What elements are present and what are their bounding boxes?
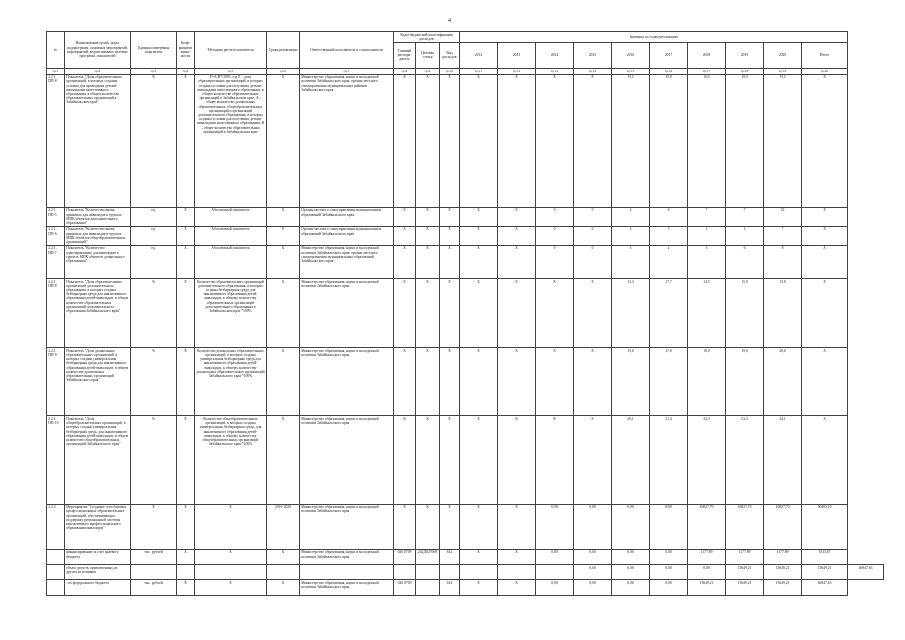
table-row — [47, 580, 884, 596]
table-row — [47, 564, 884, 579]
row-year-value: 0 — [536, 245, 574, 278]
row-coef: Х — [177, 549, 195, 564]
row-year-value: Х — [460, 416, 498, 504]
row-number: 2.2.1. ПП-8 — [47, 278, 65, 347]
row-year-value: Х — [536, 74, 574, 207]
row-period: Х — [267, 348, 300, 416]
row-year-value: 20,1 — [612, 416, 650, 504]
row-responsible: Министерство образования, науки и молодежной политики Забайкальского края; органы местного самоуправления муниципальных образований Забайкальского края — [300, 245, 394, 278]
row-year-value: Х — [460, 207, 498, 226]
row-period: Х — [267, 226, 300, 245]
row-year-value: Х — [498, 580, 536, 596]
row-year-value: Х — [460, 245, 498, 278]
row-year-value: Х — [536, 348, 574, 416]
row-main-admin: Х — [394, 348, 416, 416]
row-year-value: 33 — [764, 207, 802, 226]
row-main-admin: Х — [394, 416, 416, 504]
column-number: гр.17 — [688, 68, 726, 74]
table-row — [47, 74, 884, 207]
column-number: гр.15 — [612, 68, 650, 74]
row-unit: % — [131, 74, 177, 207]
header-year: 2012 — [460, 42, 498, 68]
row-number: 2.2.2. — [47, 504, 65, 549]
row-name: финансирование за счет краевого бюджета — [65, 549, 131, 564]
row-total: Х — [802, 348, 848, 416]
row-target-item: Х — [416, 504, 440, 549]
row-year-value: 0,00 — [650, 564, 688, 579]
row-main-admin: 026 0709 — [394, 580, 416, 596]
row-method: Х — [195, 504, 267, 549]
header-year: 2018 — [688, 42, 726, 68]
row-year-value: Х — [460, 278, 498, 347]
row-year-value: 1177,89 — [726, 549, 764, 564]
row-coef: Х — [177, 226, 195, 245]
row-coef: Х — [177, 416, 195, 504]
row-target-item — [416, 580, 440, 596]
row-number — [47, 564, 65, 579]
row-responsible — [300, 564, 394, 579]
row-year-value — [460, 564, 498, 579]
row-year-value: 6 — [650, 207, 688, 226]
row-year-value: 0,00 — [612, 504, 650, 549]
row-year-value: Х — [536, 416, 574, 504]
row-expense-type: Х — [440, 348, 460, 416]
row-year-value: Х — [460, 580, 498, 596]
row-name: Показатель "Доля общеобразовательных организаций, в которых создана универсальная безбарьерная среда, для инклюзивного образования детей-инвалидов, в общем количестве общеобразовательных организаций Забайкальского края" — [65, 416, 131, 504]
row-expense-type: Х — [440, 245, 460, 278]
page-number: 4 — [448, 18, 451, 24]
header-method: Методика расчета показателя — [195, 32, 267, 69]
header-year: 2016 — [612, 42, 650, 68]
row-responsible: Министерство образования, науки и молодежной политики Забайкальского края; органы местного самоуправления муниципальных районов Забайкальского края — [300, 74, 394, 207]
header-target-item: Целевая статья — [416, 42, 440, 68]
row-responsible: Министерство образования, науки и молодежной политики Забайкальского края — [300, 416, 394, 504]
column-number: гр.10 — [440, 68, 460, 74]
row-year-value: 0,00 — [650, 549, 688, 564]
row-unit: Х — [131, 504, 177, 549]
header-main-admin: Главный распоря-дитель — [394, 42, 416, 68]
row-target-item: 242Д027008 — [416, 549, 440, 564]
row-target-item: Х — [416, 416, 440, 504]
row-period: Х — [267, 245, 300, 278]
row-main-admin: Х — [394, 504, 416, 549]
row-year-value: Х — [498, 348, 536, 416]
row-year-value: 16827,70 — [726, 504, 764, 549]
row-year-value: 0 — [536, 226, 574, 245]
row-year-value: 0,00 — [650, 504, 688, 549]
row-year-value: Х — [460, 226, 498, 245]
row-method: P=A/B*100%, где P – доля образовательных организаций, в которых созданы условия для получения детьми-инвалидами качественного образования, в общем количестве образовательных организаций в Забайкальском крае; А – общее количество дошкольных образовательных, общеобразовательных организаций и организаций дополнительного образования, в которых созданы условия для получения детьми-инвалидами качественного образования; В – общее количество образовательных организаций в Забайкальском крае — [195, 74, 267, 207]
row-year-value: Х — [574, 74, 612, 207]
row-year-value: 20,0 — [764, 348, 802, 416]
row-target-item: Х — [416, 207, 440, 226]
row-year-value: 7 — [688, 207, 726, 226]
column-number: гр.6 — [267, 68, 300, 74]
row-number — [47, 549, 65, 564]
row-period: Х — [267, 74, 300, 207]
row-year-value: 0 — [536, 207, 574, 226]
row-period: Х — [267, 207, 300, 226]
row-method: Абсолютный показатель — [195, 207, 267, 226]
row-year-value: 0,00 — [536, 504, 574, 549]
column-number: гр.4 — [177, 68, 195, 74]
row-year-value: Х — [498, 226, 536, 245]
row-method: Абсолютный показатель — [195, 226, 267, 245]
row-responsible: Министерство образования, науки и молодежной политики Забайкальского края — [300, 580, 394, 596]
row-name: объем средств, привлеченных из других источников — [65, 564, 131, 579]
row-year-value: 14,5 — [688, 278, 726, 347]
row-responsible: Органы местного самоуправления муниципальных образований Забайкальского края — [300, 207, 394, 226]
row-year-value: 0 — [574, 226, 612, 245]
row-coef: Х — [177, 580, 195, 596]
row-total: 50483,10 — [802, 504, 848, 549]
column-number: гр.9 — [416, 68, 440, 74]
row-year-value: 46947,63 — [848, 564, 884, 579]
row-year-value: 15,0 — [726, 278, 764, 347]
row-year-value: 0,00 — [688, 564, 726, 579]
row-year-value: 0,00 — [650, 580, 688, 596]
row-number: 2.2.1. ПП-8 — [47, 74, 65, 207]
row-coef: Х — [177, 74, 195, 207]
row-method: Х — [195, 549, 267, 564]
row-total: 46947,63 — [802, 580, 848, 596]
table-row — [47, 245, 884, 278]
row-unit: ед. — [131, 207, 177, 226]
row-responsible: Министерство образования, науки и молодежной политики Забайкальского края — [300, 504, 394, 549]
table-row — [47, 504, 884, 549]
column-number: гр.8 — [394, 68, 416, 74]
row-unit: ед. — [131, 226, 177, 245]
row-main-admin: Х — [394, 278, 416, 347]
row-expense-type: 612 — [440, 549, 460, 564]
row-year-value: Х — [498, 416, 536, 504]
row-year-value: Х — [460, 504, 498, 549]
row-expense-type: Х — [440, 207, 460, 226]
header-period: Сроки реализации — [267, 32, 300, 69]
row-total: Х — [802, 416, 848, 504]
row-expense-type: Х — [440, 504, 460, 549]
row-year-value: 1 — [726, 226, 764, 245]
row-total: 3533,67 — [802, 549, 848, 564]
row-year-value: Х — [498, 74, 536, 207]
column-number: гр.1 — [47, 68, 65, 74]
row-period: Х — [267, 580, 300, 596]
column-number: гр.5 — [195, 68, 267, 74]
row-total: Х — [802, 226, 848, 245]
row-year-value: 19,5 — [688, 74, 726, 207]
row-year-value — [536, 564, 574, 579]
header-year: 2017 — [650, 42, 688, 68]
row-name: Показатель "Доля образовательных организаций, в которых созданы условия для проведения детьми-инвалидами качественного образования, в общем количестве образовательных организаций в Забайкальском крае" — [65, 74, 131, 207]
row-total: Х — [802, 74, 848, 207]
table-row — [47, 348, 884, 416]
table-row — [47, 278, 884, 347]
column-number: гр.7 — [300, 68, 394, 74]
row-coef: Х — [177, 504, 195, 549]
row-year-value: 7 — [764, 226, 802, 245]
row-unit: тыс. рублей — [131, 580, 177, 596]
row-expense-type: Х — [440, 74, 460, 207]
row-number: 2.2.1. ПП-7 — [47, 245, 65, 278]
row-period: Х — [267, 549, 300, 564]
row-year-value: 16827,70 — [688, 504, 726, 549]
table-row — [47, 226, 884, 245]
row-year-value: 2 — [650, 245, 688, 278]
row-main-admin: Х — [394, 226, 416, 245]
row-coef: Х — [177, 207, 195, 226]
row-method: Х — [195, 580, 267, 596]
row-coef: Х — [177, 245, 195, 278]
header-budget-codes: Коды бюджетной классификации расходов — [394, 32, 460, 43]
row-year-value: 3 — [688, 245, 726, 278]
row-year-value: 15,8 — [764, 278, 802, 347]
row-year-value: 3 — [612, 245, 650, 278]
row-year-value: 8 — [764, 245, 802, 278]
column-number: гр.2 — [65, 68, 131, 74]
row-year-value: Х — [498, 549, 536, 564]
row-year-value: Х — [498, 207, 536, 226]
row-method — [195, 564, 267, 579]
row-target-item: Х — [416, 245, 440, 278]
row-year-value: Х — [574, 416, 612, 504]
row-method: Абсолютный показатель — [195, 245, 267, 278]
row-name: Показатель "Доля дошкольных образовательных организаций, в которых создана универсальная безбарьерная среда для инклюзивного образования детей-инвалидов, в общем количестве дошкольных образовательных организаций Забайкальского края" — [65, 348, 131, 416]
row-year-value: 15649,21 — [764, 564, 802, 579]
row-year-value: 16827,70 — [764, 504, 802, 549]
row-year-value: 19,5 — [612, 74, 650, 207]
row-year-value: 19,0 — [726, 348, 764, 416]
row-total: Х — [802, 278, 848, 347]
row-target-item: Х — [416, 278, 440, 347]
row-target-item: Х — [416, 348, 440, 416]
row-target-item — [416, 564, 440, 579]
row-number — [47, 580, 65, 596]
row-year-value: 4 — [612, 226, 650, 245]
row-year-value: Х — [574, 348, 612, 416]
row-year-value: 13,3 — [612, 278, 650, 347]
header-year: 2020 — [764, 42, 802, 68]
row-unit: % — [131, 278, 177, 347]
row-year-value: 0 — [574, 207, 612, 226]
row-name: Показатель "Доля образовательных организаций дополнительного образования, в которых создана безбарьерная среда для инклюзивного образования детей-инвалидов, в общем количестве образовательных организаций дополнительного образования Забайкальского края" — [65, 278, 131, 347]
row-main-admin: Х — [394, 245, 416, 278]
row-name: Показатель "Количество вновь принятых для инвалидов в группах МПК объектов дополнительного образования" — [65, 207, 131, 226]
row-year-value: 0 — [574, 245, 612, 278]
program-table — [46, 31, 884, 596]
row-total: Х — [802, 207, 848, 226]
row-total: 15649,21 — [802, 564, 848, 579]
row-year-value: 0,00 — [536, 580, 574, 596]
row-year-value: 1177,89 — [688, 549, 726, 564]
header-year: 2013 — [498, 42, 536, 68]
row-unit: % — [131, 416, 177, 504]
row-year-value: 0,00 — [574, 564, 612, 579]
row-year-value: 18,0 — [688, 348, 726, 416]
row-unit: тыс. рублей — [131, 549, 177, 564]
row-year-value: 0,00 — [612, 564, 650, 579]
row-year-value: 0,00 — [612, 549, 650, 564]
header-year: 2014 — [536, 42, 574, 68]
row-year-value: 15649,21 — [726, 580, 764, 596]
row-year-value: Х — [498, 245, 536, 278]
row-year-value: Х — [574, 278, 612, 347]
row-year-value: 0,00 — [574, 504, 612, 549]
row-year-value: 17,0 — [650, 348, 688, 416]
row-coef: Х — [177, 278, 195, 347]
row-number: 2.2.1. ПП-9 — [47, 348, 65, 416]
table-row — [47, 207, 884, 226]
row-year-value: 15649,21 — [764, 580, 802, 596]
row-number: 2.2.1. ПП-6 — [47, 226, 65, 245]
row-period: Х — [267, 278, 300, 347]
row-year-value: Х — [460, 74, 498, 207]
row-name: Мероприятие "Создание сети базовых профессиональных образовательных организаций, обеспечивающих поддержку региональной системы инклюзивного профессионального образования инвалидов" — [65, 504, 131, 549]
row-unit — [131, 564, 177, 579]
row-responsible: Министерство образования, науки и молодежной политики Забайкальского края — [300, 278, 394, 347]
header-year: 2015 — [574, 42, 612, 68]
column-number: гр.14 — [574, 68, 612, 74]
table-row — [47, 549, 884, 564]
row-expense-type: Х — [440, 226, 460, 245]
row-year-value: 19,8 — [650, 74, 688, 207]
row-year-value: 6 — [726, 245, 764, 278]
row-expense-type: Х — [440, 278, 460, 347]
row-main-admin: Х — [394, 207, 416, 226]
column-number: гр.12 — [498, 68, 536, 74]
row-main-admin: Х — [394, 74, 416, 207]
row-responsible: Министерство образования, науки и молодежной политики Забайкальского края — [300, 549, 394, 564]
row-expense-type: Х — [440, 416, 460, 504]
row-coef — [177, 564, 195, 579]
row-year-value: 15649,21 — [726, 564, 764, 579]
row-method: Количество дошкольных образовательных организаций, в которых создана универсальная безбарьерная среда для инклюзивного образования детей-инвалидов, к общему количеству дошкольных образовательных организаций Забайкальского края *100% — [195, 348, 267, 416]
row-year-value: 0,00 — [574, 580, 612, 596]
column-number: гр.16 — [650, 68, 688, 74]
row-year-value: Х — [460, 549, 498, 564]
row-year-value: 0,00 — [612, 580, 650, 596]
column-number: гр.20 — [802, 68, 848, 74]
row-year-value: 22,3 — [688, 416, 726, 504]
row-year-value: 15,0 — [612, 348, 650, 416]
row-method: Количество образовательных организаций дополнительного образования, в которых создана безбарьерная среда для инклюзивного образования детей-инвалидов, к общему количеству образовательных организаций дополнительного образования в Забайкальском крае *100% — [195, 278, 267, 347]
row-method: Количество общеобразовательных организаций, в которых создана универсальная безбарьерная среда, для инклюзивного образования детей-инвалидов, к общему количеству общеобразовательных организаций Забайкальского края *100% — [195, 416, 267, 504]
row-year-value: 7 — [726, 207, 764, 226]
header-total: Итого — [802, 42, 848, 68]
table-row — [47, 416, 884, 504]
row-year-value: Х — [498, 504, 536, 549]
row-number: 2.2.1. ПП-5 — [47, 207, 65, 226]
header-unit: Единица измерения показателя — [131, 32, 177, 69]
header-responsible: Ответственный исполнитель и соисполнители — [300, 32, 394, 69]
row-year-value: 19,5 — [764, 74, 802, 207]
row-unit: ед. — [131, 245, 177, 278]
row-period: 2016-2020 — [267, 504, 300, 549]
row-name: - из федерального бюджета — [65, 580, 131, 596]
row-year-value: 15649,21 — [688, 580, 726, 596]
header-coef: Коэф-фициент значи-мости — [177, 32, 195, 69]
row-year-value: 23,3 — [726, 416, 764, 504]
row-main-admin — [394, 564, 416, 579]
row-responsible: Министерство образования, науки и молодежной политики Забайкальского края — [300, 348, 394, 416]
row-unit: % — [131, 348, 177, 416]
row-period: Х — [267, 416, 300, 504]
row-name: Показатель "Количество вновь принятых для инвалидов в группах МПК объектов общеобразовательных организаций" — [65, 226, 131, 245]
row-year-value: 24,1 — [764, 416, 802, 504]
row-year-value: 19,5 — [726, 74, 764, 207]
column-number: гр.19 — [764, 68, 802, 74]
header-indicators: Значения по годам реализации — [460, 32, 848, 43]
row-year-value: 1 — [688, 226, 726, 245]
column-number: гр.3 — [131, 68, 177, 74]
row-target-item: Х — [416, 226, 440, 245]
header-name: Наименование целей, задач, подпрограмм, основных мероприятий, мероприятий, ведомственных целевых программ, показателей — [65, 32, 131, 69]
row-year-value: 1177,89 — [764, 549, 802, 564]
row-year-value: 21,4 — [650, 416, 688, 504]
row-year-value: Х — [498, 278, 536, 347]
row-year-value — [498, 564, 536, 579]
header-year: 2019 — [726, 42, 764, 68]
row-coef: Х — [177, 348, 195, 416]
row-year-value: Х — [536, 278, 574, 347]
row-total: Х — [802, 245, 848, 278]
row-year-value: 0,00 — [574, 549, 612, 564]
row-year-value: 0,00 — [536, 549, 574, 564]
row-year-value: 17,7 — [650, 278, 688, 347]
row-year-value: 4 — [612, 207, 650, 226]
row-number: 2.2.1. ПП-10 — [47, 416, 65, 504]
column-number: гр.11 — [460, 68, 498, 74]
column-number: гр.13 — [536, 68, 574, 74]
row-year-value: Х — [460, 348, 498, 416]
column-number: гр.18 — [726, 68, 764, 74]
row-period — [267, 564, 300, 579]
row-expense-type — [440, 564, 460, 579]
header-expense-type: Вид расходов — [440, 42, 460, 68]
row-responsible: Органы местного самоуправления муниципальных образований Забайкальского края — [300, 226, 394, 245]
row-name: Показатель "Количество адаптированных для инвалидов в группах МПК объектов дошкольного образования" — [65, 245, 131, 278]
row-expense-type: 612 — [440, 580, 460, 596]
row-main-admin: 026 0709 — [394, 549, 416, 564]
header-no: № — [47, 32, 65, 69]
row-target-item: Х — [416, 74, 440, 207]
row-year-value: 3 — [650, 226, 688, 245]
